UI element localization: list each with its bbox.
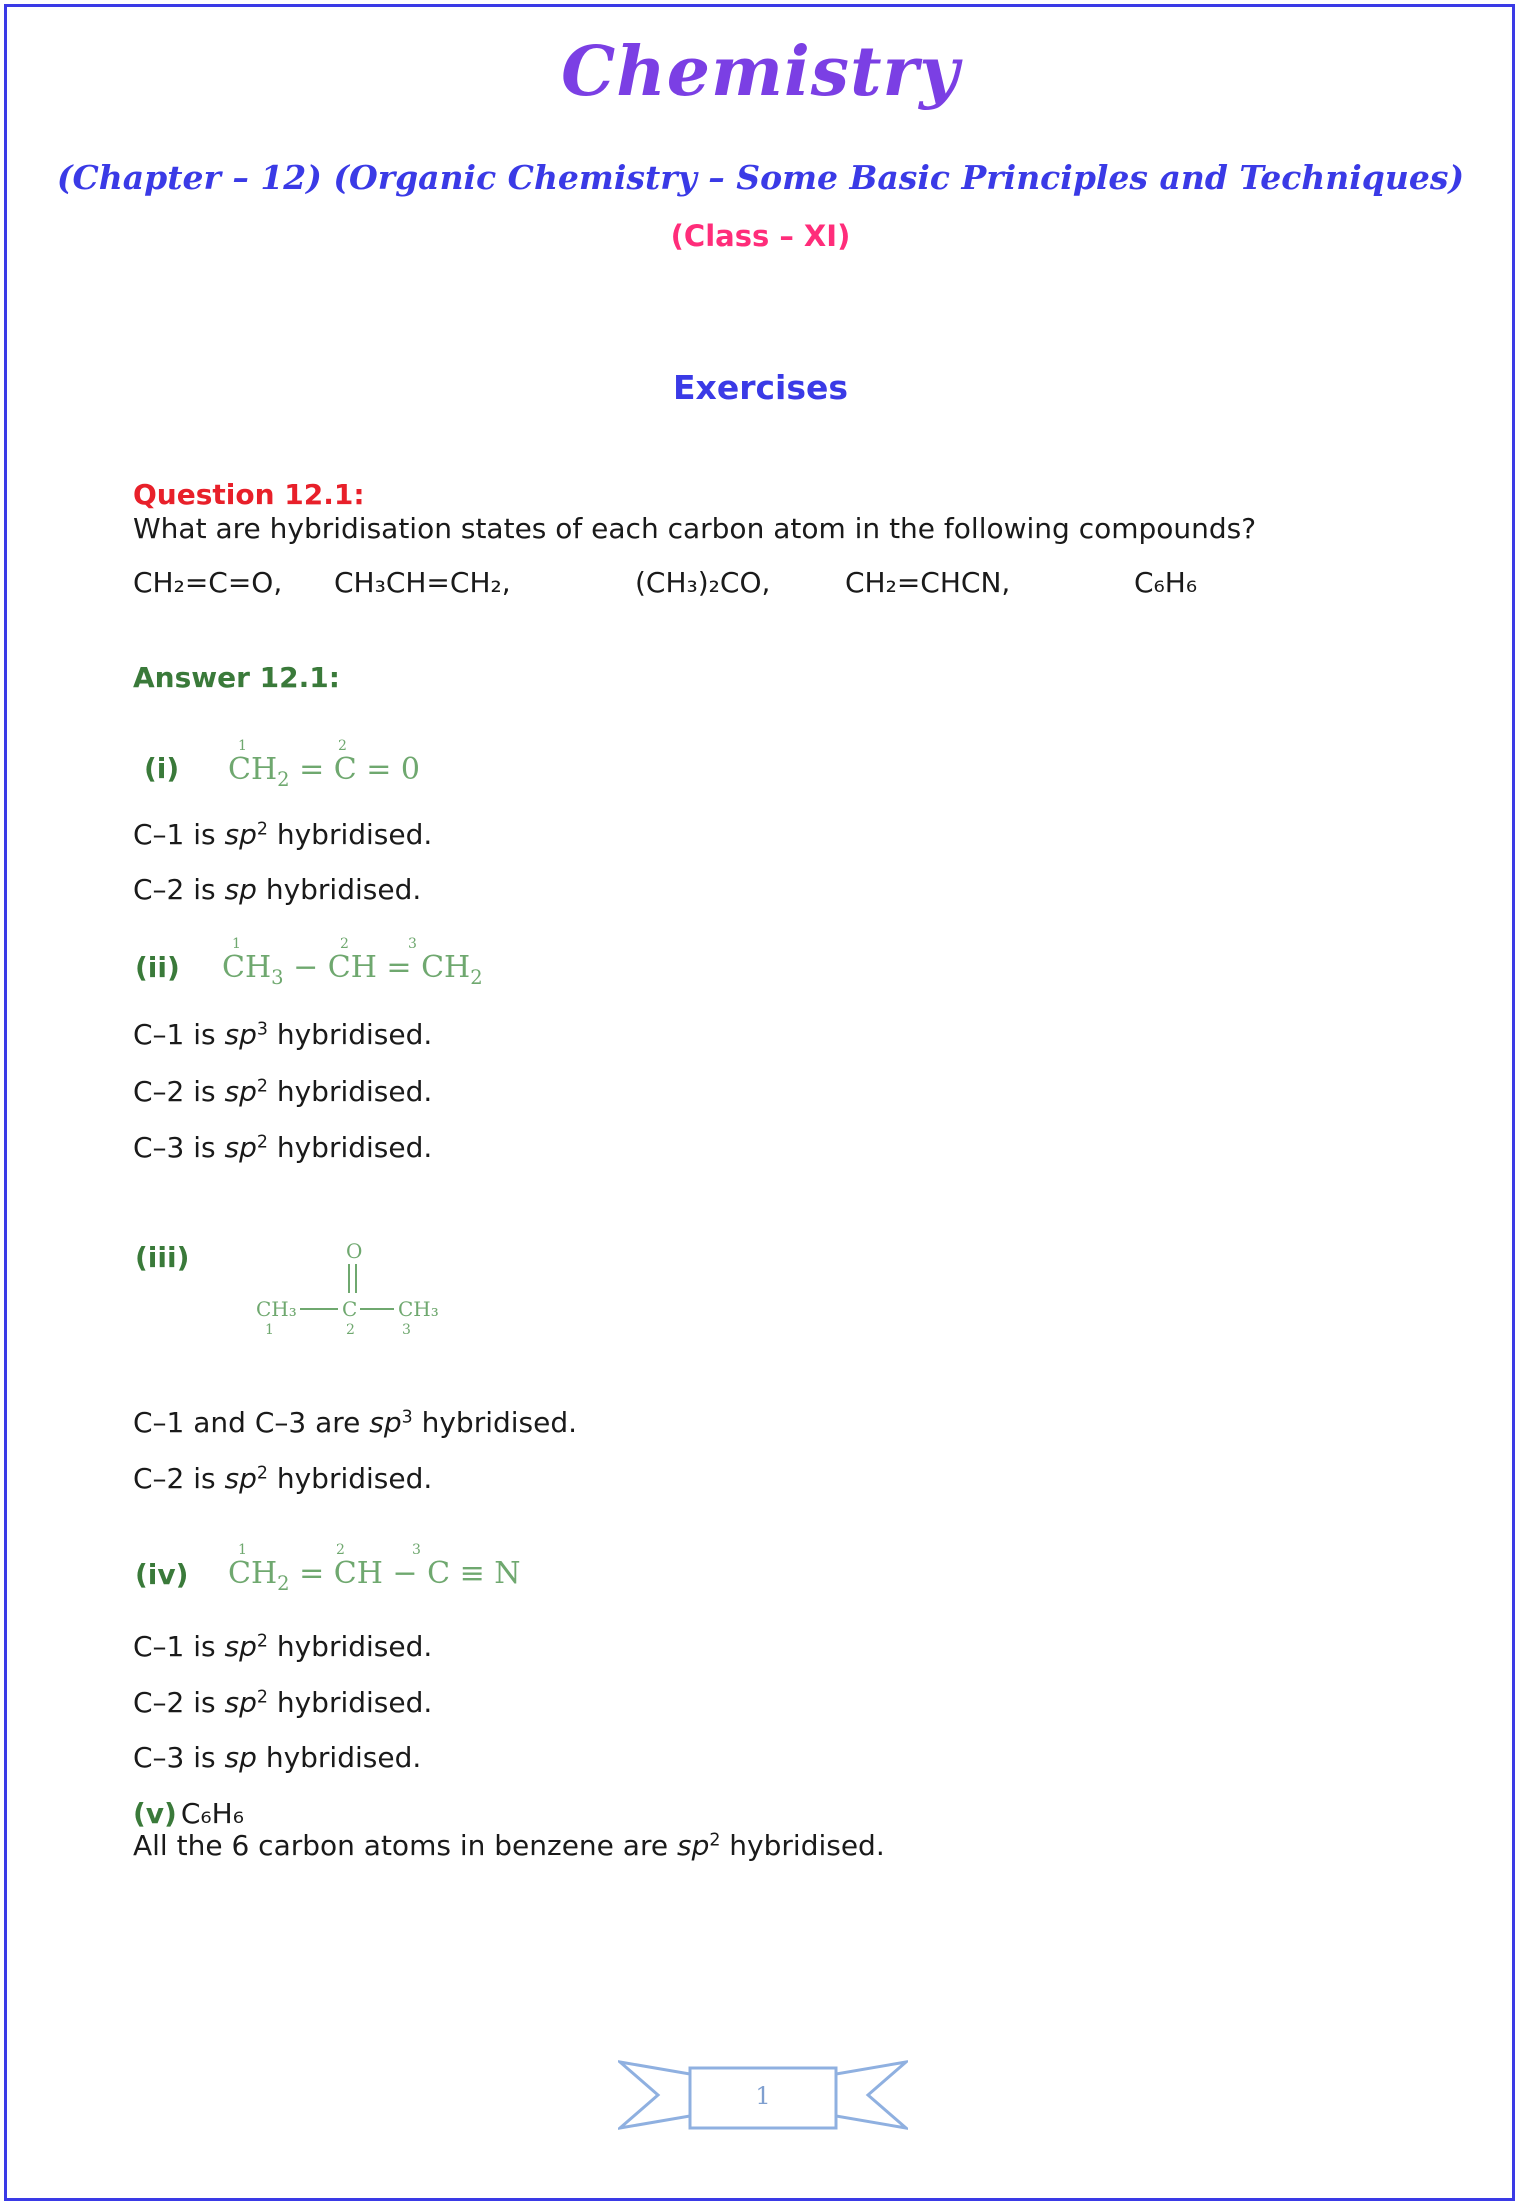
part-label-v: (v) xyxy=(133,1797,177,1830)
compound-1: CH₂=C=O, xyxy=(133,566,283,599)
hybridisation-line: C–1 is $sp^3$ hybridised. xyxy=(133,1018,433,1051)
formula-ii xyxy=(222,936,482,996)
hybridisation-line: C–3 is sp hybridised. xyxy=(133,1741,422,1774)
page-title: Chemistry xyxy=(561,32,960,112)
chapter-subtitle: (Chapter – 12) (Organic Chemistry – Some Basic Principles and Techniques) xyxy=(56,158,1465,197)
compound-5: C₆H₆ xyxy=(1134,566,1198,599)
carbon-number: 2 xyxy=(340,936,349,952)
carbon-number: 1 xyxy=(238,1542,247,1558)
answer-heading: Answer 12.1: xyxy=(133,661,340,694)
hybridisation-line: C–1 is $sp^2$ hybridised. xyxy=(133,1630,433,1663)
hybridisation-line: C–2 is $sp^2$ hybridised. xyxy=(133,1075,433,1108)
formula-i xyxy=(228,738,428,798)
part-v-heading xyxy=(133,1797,244,1830)
svg-text:CH₃: CH₃ xyxy=(398,1297,439,1321)
part-label-i: (i) xyxy=(144,752,180,785)
hybridisation-line: C–1 is $sp^2$ hybridised. xyxy=(133,818,433,851)
page-number: 1 xyxy=(755,2082,771,2110)
structural-formula-ii: $CH_3$ − CH = $CH_2$ xyxy=(222,950,483,989)
carbon-number: 2 xyxy=(336,1542,345,1558)
compound-benzene: C₆H₆ xyxy=(180,1797,244,1830)
formula-iii xyxy=(256,1240,456,1345)
formula-iv xyxy=(228,1542,528,1602)
compound-3: (CH₃)₂CO, xyxy=(635,566,771,599)
hybridisation-line: C–2 is $sp^2$ hybridised. xyxy=(133,1686,433,1719)
carbon-number: 1 xyxy=(232,936,241,952)
hybridisation-line: C–3 is $sp^2$ hybridised. xyxy=(133,1131,433,1164)
svg-text:O: O xyxy=(346,1240,363,1263)
carbon-number: 2 xyxy=(346,1322,355,1338)
question-text: What are hybridisation states of each carbon atom in the following compounds? xyxy=(133,512,1257,545)
page-number-ribbon xyxy=(618,2058,908,2138)
hybridisation-line: C–1 and C–3 are $sp^3$ hybridised. xyxy=(133,1406,578,1439)
ketone-structure xyxy=(256,1240,456,1345)
question-heading: Question 12.1: xyxy=(133,478,365,511)
compound-4: CH₂=CHCN, xyxy=(845,566,1011,599)
carbon-number: 1 xyxy=(265,1322,274,1338)
section-title: Exercises xyxy=(672,368,849,407)
part-label-ii: (ii) xyxy=(135,951,180,984)
hybridisation-line: C–2 is $sp^2$ hybridised. xyxy=(133,1462,433,1495)
part-label-iii: (iii) xyxy=(135,1241,190,1274)
structural-formula-iv: $CH_2$ = CH − C ≡ N xyxy=(228,1556,521,1595)
carbon-number: 1 xyxy=(238,738,247,754)
carbon-number: 2 xyxy=(338,738,347,754)
compound-2: CH₃CH=CH₂, xyxy=(334,566,511,599)
svg-text:CH₃: CH₃ xyxy=(256,1297,297,1321)
structural-formula-i: $CH_2 = C = 0$ xyxy=(228,752,421,791)
class-label: (Class – XI) xyxy=(670,219,851,253)
carbon-number: 3 xyxy=(402,1322,411,1338)
hybridisation-line: C–2 is sp hybridised. xyxy=(133,873,422,906)
svg-text:C: C xyxy=(342,1297,358,1321)
part-label-iv: (iv) xyxy=(135,1558,189,1591)
carbon-number: 3 xyxy=(408,936,417,952)
carbon-number: 3 xyxy=(412,1542,421,1558)
hybridisation-line: All the 6 carbon atoms in benzene are $sp^2$ hybridised. xyxy=(133,1829,885,1862)
